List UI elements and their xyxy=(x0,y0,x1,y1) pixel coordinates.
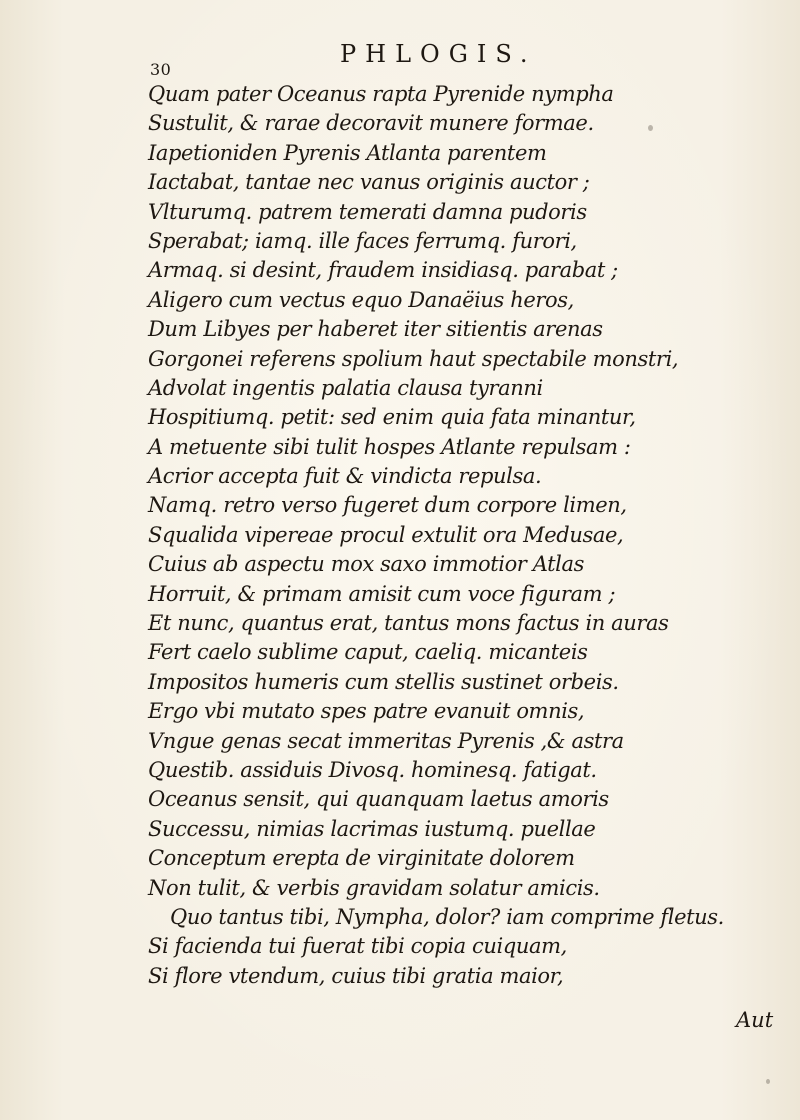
verse-line: Cuius ab aspectu mox saxo immotior Atlas xyxy=(148,552,584,577)
verse-line: Advolat ingentis palatia clausa tyranni xyxy=(148,375,543,400)
verse-line: Squalida vipereae procul extulit ora Medusae, xyxy=(148,522,624,547)
verse-line: Successu, nimias lacrimas iustumq. puellae xyxy=(148,816,596,841)
verse-line: Quam pater Oceanus rapta Pyrenide nympha xyxy=(148,82,614,106)
page-number: 30 xyxy=(150,60,172,79)
running-head: PHLOGIS. xyxy=(340,40,537,68)
verse-line: Si flore vtendum, cuius tibi gratia maior, xyxy=(148,963,564,988)
verse-line: Oceanus sensit, qui quanquam laetus amoris xyxy=(148,787,609,812)
verse-line: Impositos humeris cum stellis sustinet orbeis. xyxy=(148,669,619,694)
ink-speck xyxy=(648,125,653,131)
verse-line: Namq. retro verso fugeret dum corpore limen, xyxy=(148,493,627,518)
verse-line: A metuente sibi tulit hospes Atlante repulsam : xyxy=(148,434,631,459)
verse-line: Ergo vbi mutato spes patre evanuit omnis, xyxy=(148,699,585,724)
verse-list xyxy=(148,80,788,991)
verse-line: Armaq. si desint, fraudem insidiasq. parabat ; xyxy=(148,258,618,283)
verse-line: Sustulit, & rarae decoravit munere formae. xyxy=(148,111,594,136)
verse-line: Si facienda tui fuerat tibi copia cuiquam, xyxy=(148,934,567,959)
verse-line: Gorgonei referens spolium haut spectabile monstri, xyxy=(148,346,679,371)
verse-line: Sperabat; iamq. ille faces ferrumq. furori, xyxy=(148,228,577,253)
verse-line: Aligero cum vectus equo Danaëius heros, xyxy=(148,287,574,312)
verse-line: Et nunc, quantus erat, tantus mons factus in auras xyxy=(148,611,669,636)
verse-line: Fert caelo sublime caput, caeliq. micanteis xyxy=(148,640,588,665)
verse-line: Horruit, & primam amisit cum voce figuram ; xyxy=(148,581,616,606)
verse-line: Acrior accepta fuit & vindicta repulsa. xyxy=(148,464,542,489)
verse-line: Hospitiumq. petit: sed enim quia fata minantur, xyxy=(148,405,636,430)
ink-speck xyxy=(766,1079,770,1084)
verse-line: Vngue genas secat immeritas Pyrenis ,& astra xyxy=(148,728,624,753)
verse-line: Non tulit, & verbis gravidam solatur amicis. xyxy=(148,875,600,900)
verse-line: Questib. assiduis Divosq. hominesq. fatigat. xyxy=(148,757,597,782)
verse-line: Dum Libyes per haberet iter sitientis arenas xyxy=(148,317,603,342)
verse-line: Quo tantus tibi, Nympha, dolor? iam comprime fletus. xyxy=(170,904,724,929)
verse-line: Iactabat, tantae nec vanus originis auctor ; xyxy=(148,170,590,195)
verse-line: Iapetioniden Pyrenis Atlanta parentem xyxy=(148,140,547,165)
verse-line: Vlturumq. patrem temerati damna pudoris xyxy=(148,199,587,224)
verse-line: Conceptum erepta de virginitate dolorem xyxy=(148,846,575,871)
catchword: Aut xyxy=(736,1008,774,1032)
